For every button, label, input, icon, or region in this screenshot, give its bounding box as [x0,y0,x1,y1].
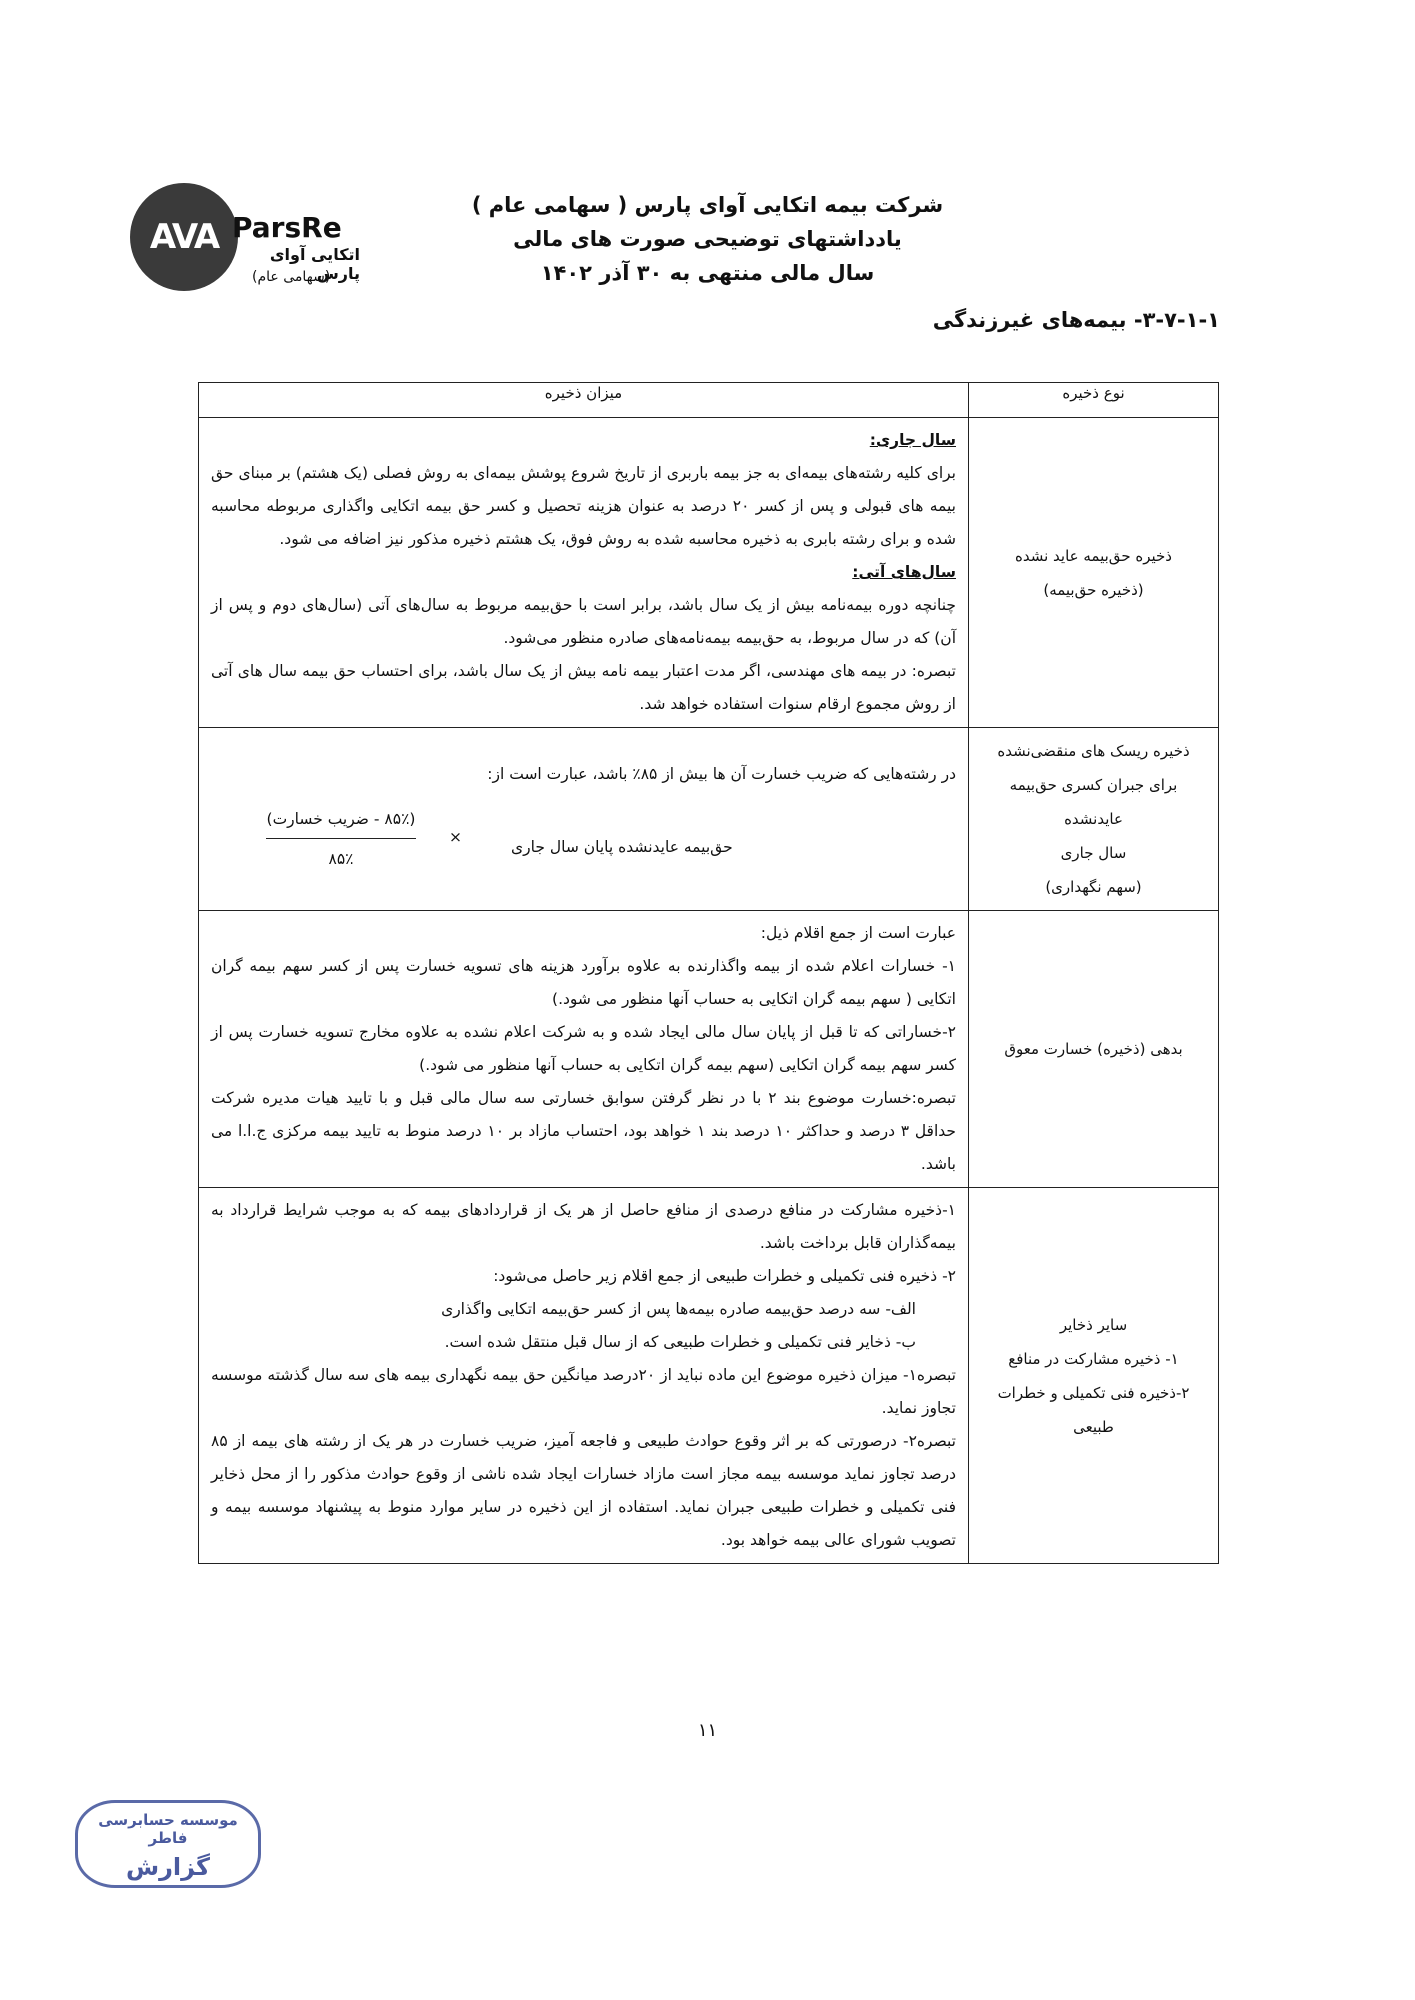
document-header [0,188,1415,290]
current-year-title: سال جاری: [869,431,956,449]
list-item: ۱-ذخیره مشارکت در منافع درصدی از منافع حاصل از هر یک از قراردادهای بیمه که به موجب شرایط قرارداد به بیمه‌گذاران قابل برداخت باشد. [211,1201,956,1252]
reserve-type: ذخیره حق‌بیمه عاید نشده (ذخیره حق‌بیمه) [969,418,1219,728]
reserve-description [199,418,969,728]
formula-numerator: (۸۵٪ - ضریب خسارت) [266,803,416,839]
logo-type: (سهامی عام) [252,269,331,285]
auditor-stamp: موسسه حسابرسی فاطر گزارش [75,1800,261,1888]
table-row [199,1188,1219,1564]
company-name: شرکت بیمه اتکایی آوای پارس ( سهامی عام ) [471,193,944,217]
formula [211,791,956,891]
sub-item: ب- ذخایر فنی تکمیلی و خطرات طبیعی که از سال قبل منتقل شده است. [444,1333,916,1351]
current-year-text: برای کلیه رشته‌های بیمه‌ای به جز بیمه باربری از تاریخ شروع پوشش بیمه‌ای به روش فصلی (یک هشتم) بر مبنای حق بیمه های قبولی و پس از کسر ۲۰ درصد به عنوان هزینه تحصیل و کسر حق بیمه اتکایی واگذاری مربوطه محاسبه شده و برای رشته بابری به ذخیره محاسبه شده به روش فوق، یک هشتم ذخیره مذکور نیز اضافه می شود. [211,464,956,548]
reserves-table [198,382,1219,1564]
reserve-description [199,911,969,1188]
table-row [199,728,1219,911]
table-row [199,418,1219,728]
list-item: ۲- ذخیره فنی تکمیلی و خطرات طبیعی از جمع اقلام زیر حاصل می‌شود: [493,1267,956,1285]
reserve-type: بدهی (ذخیره) خسارت معوق [969,911,1219,1188]
table-header-row [199,383,1219,418]
reserve-description [199,1188,969,1564]
logo-name: اتکایی آوای پارس [269,245,360,283]
fiscal-period: سال مالی منتهی به ۳۰ آذر ۱۴۰۲ [540,261,875,285]
formula-intro: در رشته‌هایی که ضریب خسارت آن ها بیش از ۸۵٪ باشد، عبارت است از: [487,765,956,783]
column-header-type: نوع ذخیره [969,383,1219,418]
formula-term: حق‌بیمه عایدنشده پایان سال جاری [511,838,733,856]
table-row [199,911,1219,1188]
note-text: تبصره:خسارت موضوع بند ۲ با در نظر گرفتن سوابق خسارتی سه سال مالی قبل و با تایید هیات مدیره شرکت حداقل ۳ درصد و حداکثر ۱۰ درصد بند ۱ خواهد بود، احتساب مازاد بر ۱۰ درصد منوط به تایید بیمه مرکزی ج.ا.ا می باشد. [211,1089,956,1173]
formula-fraction [266,803,416,876]
future-years-text: چنانچه دوره بیمه‌نامه بیش از یک سال باشد، برابر است با حق‌بیمه مربوط به سال‌های آتی (سال‌های دوم و پس از آن) که در سال مربوط، به حق‌بیمه بیمه‌نامه‌های صادره منظور می‌شود. [211,596,956,647]
sub-item: الف- سه درصد حق‌بیمه صادره بیمه‌ها پس از کسر حق‌بیمه اتکایی واگذاری [441,1300,916,1318]
column-header-amount: میزان ذخیره [199,383,969,418]
note-text: تبصره۱- میزان ذخیره موضوع این ماده نباید از ۲۰درصد میانگین حق بیمه نگهداری بیمه های سه سال گذشته موسسه تجاوز نماید. [211,1366,956,1417]
note-text: تبصره۲- درصورتی که بر اثر وقوع حوادث طبیعی و فاجعه آمیز، ضریب خسارت در هر یک از رشته های بیمه از ۸۵ درصد تجاوز نماید موسسه بیمه مجاز است مازاد خسارات ایجاد شده ناشی از وقوع حوادث مذکور را از محل ذخایر فنی تکمیلی و خطرات طبیعی جبران نماید. استفاده از این ذخیره در سایر موارد منوط به پیشنهاد موسسه بیمه و تصویب شورای عالی بیمه خواهد بود. [211,1432,956,1549]
note-text: تبصره: در بیمه های مهندسی، اگر مدت اعتبار بیمه نامه بیش از یک سال باشد، برای احتساب حق بیمه سال های آتی از روش مجموع ارقام سنوات استفاده خواهد شد. [211,662,956,713]
logo-brand: ParsRe [232,211,342,244]
page-number: ۱۱ [697,1720,718,1741]
reserve-type: سایر ذخایر ۱- ذخیره مشارکت در منافع ۲-ذخیره فنی تکمیلی و خطرات طبیعی [969,1188,1219,1564]
items-intro: عبارت است از جمع اقلام ذیل: [760,924,956,942]
list-item: ۱- خسارات اعلام شده از بیمه واگذارنده به علاوه برآورد هزینه های تسویه خسارت پس از کسر سهم بیمه گران اتکایی ( سهم بیمه گران اتکایی به حساب آنها منظور می شود.) [211,957,956,1008]
list-item: ۲-خساراتی که تا قبل از پایان سال مالی ایجاد شده و به شرکت اعلام نشده به علاوه مخارج تسویه خسارت پس از کسر سهم بیمه گران اتکایی (سهم بیمه گران اتکایی به حساب آنها منظور می شود.) [211,1023,956,1074]
future-years-title: سال‌های آتی: [852,563,956,581]
document-subtitle: یادداشتهای توضیحی صورت های مالی [513,227,902,251]
reserve-type: ذخیره ریسک های منقضی‌نشده برای جبران کسری حق‌بیمه عایدنشده سال جاری (سهم نگهداری) [969,728,1219,911]
logo-mark: AVA [130,183,238,291]
formula-operator: × [449,828,462,846]
formula-denominator: ۸۵٪ [328,850,354,868]
reserve-description [199,728,969,911]
section-title: ۳-۷-۱-۱- بیمه‌های غیرزندگی [932,308,1220,332]
